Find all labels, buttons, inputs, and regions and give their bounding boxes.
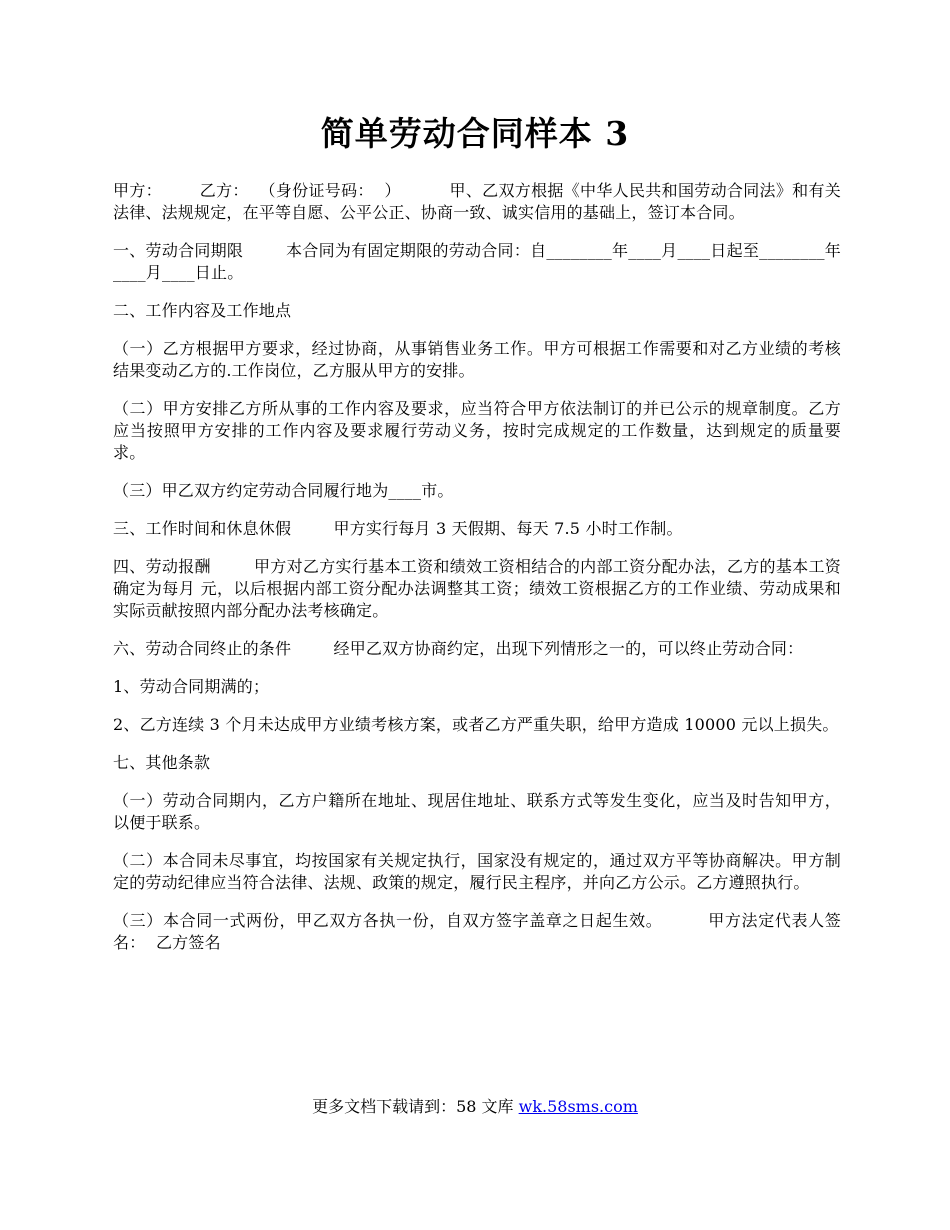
other-item-3-paragraph: （三）本合同一式两份，甲乙双方各执一份，自双方签字盖章之日起生效。 甲方法定代表人签名： 乙方签名 bbox=[113, 911, 841, 952]
contract-term-paragraph: 一、劳动合同期限 本合同为有固定期限的劳动合同：自________年____月____日起至________年____月____日止。 bbox=[113, 241, 841, 282]
footer-link[interactable]: wk.58sms.com bbox=[518, 1097, 638, 1116]
document-title: 简单劳动合同样本 3 bbox=[320, 114, 630, 153]
termination-item-2: 2、乙方连续 3 个月未达成甲方业绩考核方案，或者乙方严重失职，给甲方造成 10000 元以上损失。 bbox=[113, 715, 839, 734]
work-item-2-paragraph: （二）甲方安排乙方所从事的工作内容及要求，应当符合甲方依法制订的并已公示的规章制度。乙方应当按照甲方安排的工作内容及要求履行劳动义务，按时完成规定的工作数量，达到规定的质量要求。 bbox=[113, 399, 841, 462]
section-heading-work: 二、工作内容及工作地点 bbox=[113, 301, 292, 320]
termination-paragraph: 六、劳动合同终止的条件 经甲乙双方协商约定，出现下列情形之一的，可以终止劳动合同： bbox=[113, 639, 804, 658]
work-item-3-paragraph: （三）甲乙双方约定劳动合同履行地为____市。 bbox=[113, 481, 454, 500]
work-hours-paragraph: 三、工作时间和休息休假 甲方实行每月 3 天假期、每天 7.5 小时工作制。 bbox=[113, 519, 683, 538]
section-heading-other: 七、其他条款 bbox=[113, 753, 211, 772]
other-item-2-paragraph: （二）本合同未尽事宜，均按国家有关规定执行，国家没有规定的，通过双方平等协商解决。甲方制定的劳动纪律应当符合法律、法规、政策的规定，履行民主程序，并向乙方公示。乙方遵照执行。 bbox=[113, 851, 841, 892]
termination-item-1: 1、劳动合同期满的； bbox=[113, 677, 270, 696]
download-footer bbox=[0, 1096, 950, 1118]
party-intro-paragraph: 甲方： 乙方： （身份证号码： ） 甲、乙双方根据《中华人民共和国劳动合同法》和有关法律、法规规定，在平等自愿、公平公正、协商一致、诚实信用的基础上，签订本合同。 bbox=[113, 181, 841, 222]
footer-text: 更多文档下载请到：58 文库 bbox=[312, 1097, 519, 1116]
compensation-paragraph: 四、劳动报酬 甲方对乙方实行基本工资和绩效工资相结合的内部工资分配办法，乙方的基本工资确定为每月 元，以后根据内部工资分配办法调整其工资；绩效工资根据乙方的工作业绩、劳动成果和实际贡献按照内部分配办法考核确定。 bbox=[113, 557, 841, 620]
work-item-1-paragraph: （一）乙方根据甲方要求，经过协商，从事销售业务工作。甲方可根据工作需要和对乙方业绩的考核结果变动乙方的.工作岗位，乙方服从甲方的安排。 bbox=[113, 339, 841, 380]
document-body bbox=[113, 180, 841, 970]
other-item-1-paragraph: （一）劳动合同期内，乙方户籍所在地址、现居住地址、联系方式等发生变化，应当及时告知甲方，以便于联系。 bbox=[113, 791, 841, 832]
